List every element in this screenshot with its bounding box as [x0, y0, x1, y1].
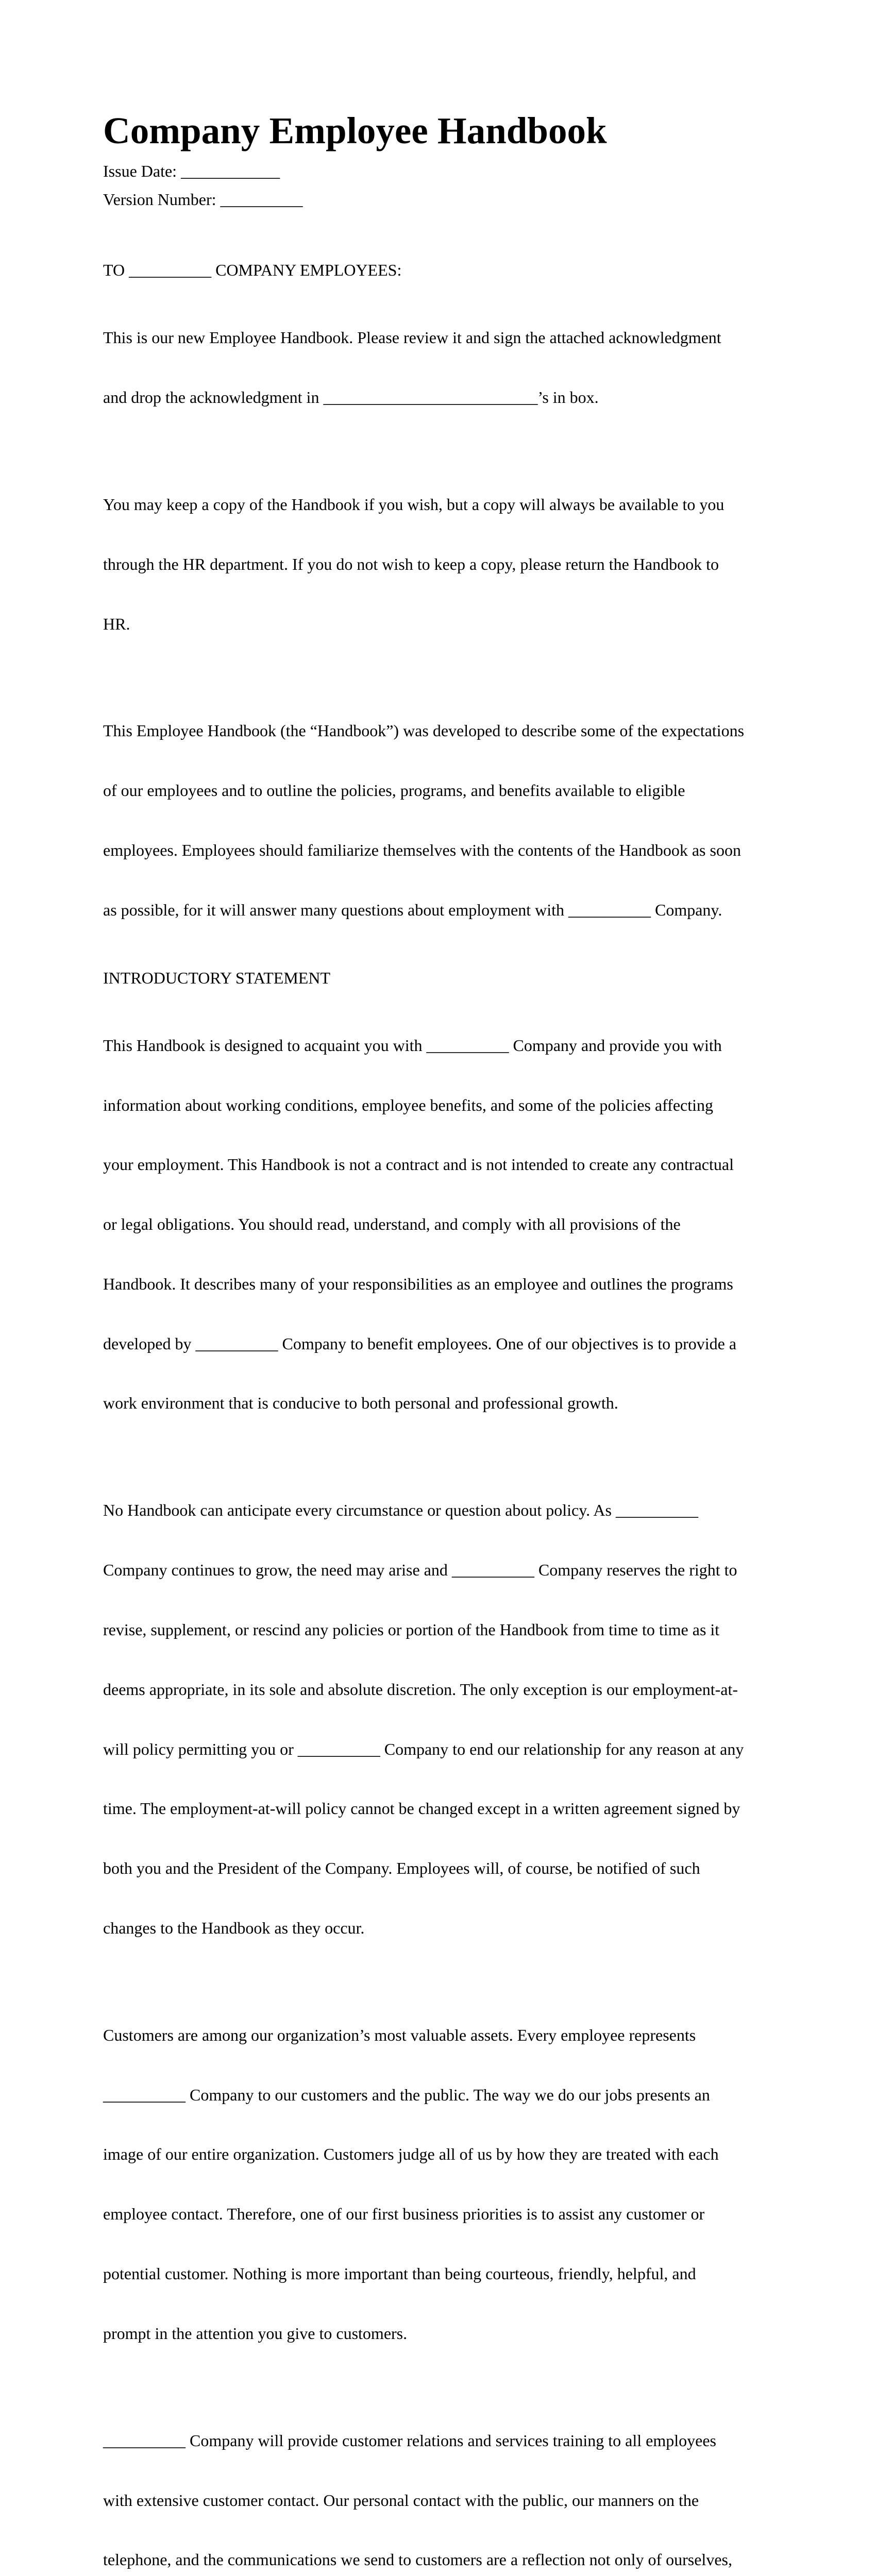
paragraph-line: This is our new Employee Handbook. Please review it and sign the attached acknowledgment [103, 328, 721, 347]
issue-date-line: Issue Date: ____________ [103, 162, 280, 180]
paragraph-line: changes to the Handbook as they occur. [103, 1918, 365, 1937]
paragraph-line: Handbook. It describes many of your responsibilities as an employee and outlines the programs [103, 1274, 733, 1293]
paragraph-line: employee contact. Therefore, one of our first business priorities is to assist any customer or [103, 2205, 705, 2224]
paragraph-line: both you and the President of the Company. Employees will, of course, be notified of such [103, 1859, 700, 1878]
section-heading: INTRODUCTORY STATEMENT [103, 968, 330, 987]
paragraph-line: work environment that is conducive to both personal and professional growth. [103, 1394, 618, 1413]
document-title: Company Employee Handbook [103, 110, 607, 151]
paragraph-line: your employment. This Handbook is not a contract and is not intended to create any contractual [103, 1155, 734, 1174]
paragraph-line: through the HR department. If you do not wish to keep a copy, please return the Handbook to [103, 554, 719, 573]
intro-paragraphs [103, 288, 773, 960]
paragraph-acknowledgment [103, 288, 773, 447]
paragraph-line: deems appropriate, in its sole and absolute discretion. The only exception is our employment-at- [103, 1680, 738, 1699]
salutation: TO __________ COMPANY EMPLOYEES: [103, 261, 402, 279]
paragraph-line: or legal obligations. You should read, understand, and comply with all provisions of the [103, 1215, 681, 1234]
paragraph-line: You may keep a copy of the Handbook if you wish, but a copy will always be available to you [103, 495, 725, 514]
paragraph-line: HR. [103, 614, 130, 633]
paragraph-customers [103, 1986, 773, 2383]
paragraph-policy-changes [103, 1461, 773, 1977]
document-page [103, 106, 773, 2576]
paragraph-line: Customers are among our organization’s most valuable assets. Every employee represents [103, 2025, 696, 2044]
paragraph-line: telephone, and the communications we send to customers are a reflection not only of ourselves, [103, 2550, 732, 2569]
paragraph-line: No Handbook can anticipate every circumstance or question about policy. As __________ [103, 1501, 698, 1520]
paragraph-line: and drop the acknowledgment in __________________________’s in box. [103, 387, 599, 406]
paragraph-line: with extensive customer contact. Our personal contact with the public, our manners on the [103, 2490, 699, 2510]
section-paragraphs [103, 996, 773, 2576]
paragraph-line: time. The employment-at-will policy cannot be changed except in a written agreement signed by [103, 1799, 740, 1818]
paragraph-line: This Handbook is designed to acquaint you with __________ Company and provide you with [103, 1036, 722, 1055]
paragraph-line: Company continues to grow, the need may arise and __________ Company reserves the right to [103, 1561, 737, 1580]
paragraph-line: developed by __________ Company to benefit employees. One of our objectives is to provide a [103, 1334, 737, 1353]
paragraph-line: as possible, for it will answer many questions about employment with __________ Company. [103, 900, 722, 919]
paragraph-line: will policy permitting you or __________ Company to end our relationship for any reason at any [103, 1739, 744, 1758]
paragraph-purpose [103, 681, 773, 959]
paragraph-line: potential customer. Nothing is more important than being courteous, friendly, helpful, and [103, 2264, 696, 2283]
paragraph-line: __________ Company to our customers and the public. The way we do our jobs presents an [103, 2085, 710, 2104]
paragraph-line: revise, supplement, or rescind any policies or portion of the Handbook from time to time as it [103, 1620, 720, 1639]
paragraph-line: __________ Company will provide customer relations and services training to all employees [103, 2431, 716, 2450]
paragraph-line: of our employees and to outline the policies, programs, and benefits available to eligible [103, 781, 685, 800]
paragraph-line: prompt in the attention you give to customers. [103, 2324, 408, 2343]
paragraph-line: image of our entire organization. Customers judge all of us by how they are treated with each [103, 2145, 719, 2164]
paragraph-line: employees. Employees should familiarize themselves with the contents of the Handbook as soon [103, 841, 741, 860]
version-number-line: Version Number: __________ [103, 190, 303, 209]
paragraph-line: information about working conditions, employee benefits, and some of the policies affecting [103, 1095, 713, 1114]
paragraph-line: This Employee Handbook (the “Handbook”) was developed to describe some of the expectations [103, 721, 745, 740]
paragraph-acquaint [103, 996, 773, 1453]
paragraph-copy [103, 455, 773, 674]
paragraph-training [103, 2391, 773, 2576]
